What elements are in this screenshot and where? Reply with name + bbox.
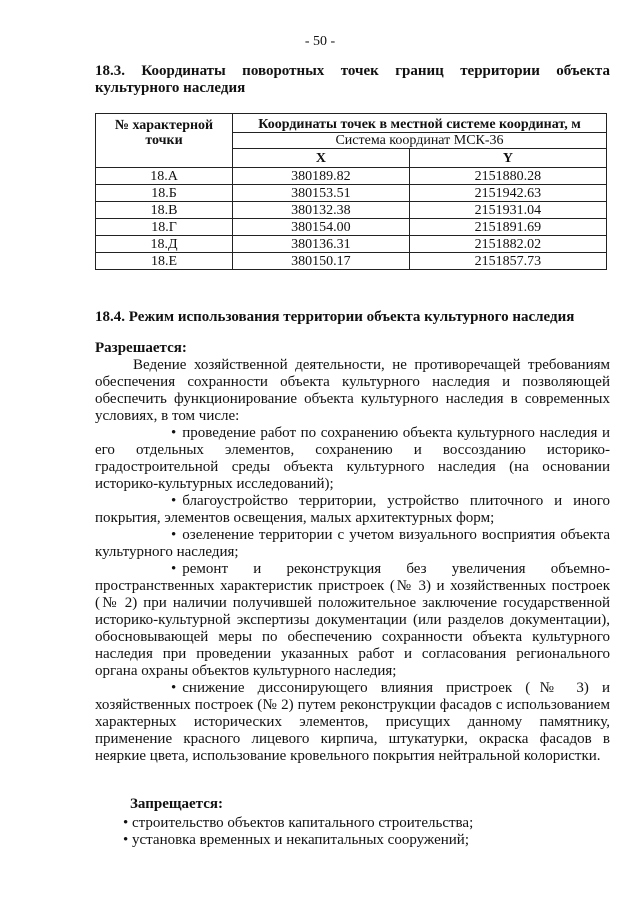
cell-point: 18.Г xyxy=(96,219,233,236)
cell-point: 18.Е xyxy=(96,253,233,270)
table-header-coordinate-system: Система координат МСК-36 xyxy=(233,133,607,149)
list-item xyxy=(123,832,610,849)
cell-y: 2151942.63 xyxy=(409,185,606,202)
coordinates-table xyxy=(95,113,607,270)
table-row xyxy=(96,202,607,219)
list-item-text: озеленение территории с учетом визуального восприятия объекта культурного наследия; xyxy=(95,527,610,560)
table-header-coordinates-title: Координаты точек в местной системе координат, м xyxy=(258,117,581,132)
list-item-text: проведение работ по сохранению объекта культурного наследия и его отдельных элементов, сохранению и воссозданию историко-градостроительной среды объекта культурного наследия (на основании историко-культурных исследований); xyxy=(95,425,610,492)
bullet-icon: • xyxy=(123,832,129,848)
forbidden-label: Запрещается: xyxy=(130,796,224,812)
cell-y: 2151882.02 xyxy=(409,236,606,253)
table-row xyxy=(96,236,607,253)
forbidden-section xyxy=(95,796,610,849)
section-heading-18-4: 18.4. Режим использования территории объекта культурного наследия xyxy=(95,309,575,325)
table-header-x: X xyxy=(233,149,410,168)
list-item-text: снижение диссонирующего влияния пристроек (№ 3) и хозяйственных построек (№ 2) путем реконструкции фасадов с использованием характерных исторических элементов, присущих данному памятнику, применение красного лицевого кирпича, штукатурки, окраска фасадов в неяркие цвета, использование кровельного покрытия нейтральной колористки. xyxy=(95,680,610,764)
cell-x: 380132.38 xyxy=(233,202,410,219)
cell-y: 2151891.69 xyxy=(409,219,606,236)
list-item xyxy=(95,527,610,561)
bullet-icon: • xyxy=(171,561,177,577)
list-item xyxy=(95,493,610,527)
cell-y: 2151880.28 xyxy=(409,168,606,185)
cell-x: 380136.31 xyxy=(233,236,410,253)
list-item xyxy=(95,680,610,765)
table-row xyxy=(96,185,607,202)
bullet-icon: • xyxy=(171,680,177,696)
table-row xyxy=(96,253,607,270)
table-row xyxy=(96,219,607,236)
list-item xyxy=(123,815,610,832)
allowed-intro: Ведение хозяйственной деятельности, не противоречащей требованиям обеспечения сохранности объекта культурного наследия и позволяющей обеспечить функционирование объекта культурного наследия в современных условиях, в том числе: xyxy=(95,357,610,424)
list-item-text: установка временных и некапитальных сооружений; xyxy=(132,832,470,848)
list-item-text: строительство объектов капитального строительства; xyxy=(132,815,474,831)
list-item-text: ремонт и реконструкция без увеличения объемно-пространственных характеристик пристроек (№ 3) и хозяйственных построек (№ 2) при наличии получившей положительное заключение государственной историко-культурной экспертизы документации (или разделов документации), обосновывающей меры по обеспечению сохранности объекта культурного наследия при проведении указанных работ и согласования регионального органа охраны объектов культурного наследия; xyxy=(95,561,610,679)
cell-point: 18.В xyxy=(96,202,233,219)
page-number: - 50 - xyxy=(304,34,336,49)
section-heading-18-3: 18.3. Координаты поворотных точек границ территории объекта культурного наследия xyxy=(95,63,610,96)
cell-y: 2151931.04 xyxy=(409,202,606,219)
cell-x: 380154.00 xyxy=(233,219,410,236)
cell-x: 380150.17 xyxy=(233,253,410,270)
bullet-icon: • xyxy=(171,527,177,543)
bullet-icon: • xyxy=(171,493,177,509)
cell-point: 18.А xyxy=(96,168,233,185)
list-item xyxy=(95,561,610,680)
allowed-label: Разрешается: xyxy=(95,340,187,356)
bullet-icon: • xyxy=(171,425,177,441)
bullet-icon: • xyxy=(123,815,129,831)
table-header-y: Y xyxy=(409,149,606,168)
table-header-point-number: № характерной точки xyxy=(96,114,233,168)
table-header-coordinates xyxy=(233,114,607,133)
cell-x: 380189.82 xyxy=(233,168,410,185)
list-item-text: благоустройство территории, устройство плиточного и иного покрытия, элементов освещения, малых архитектурных форм; xyxy=(95,493,610,526)
cell-x: 380153.51 xyxy=(233,185,410,202)
cell-y: 2151857.73 xyxy=(409,253,606,270)
allowed-section xyxy=(95,340,610,765)
table-row xyxy=(96,168,607,185)
cell-point: 18.Б xyxy=(96,185,233,202)
list-item xyxy=(95,425,610,493)
cell-point: 18.Д xyxy=(96,236,233,253)
